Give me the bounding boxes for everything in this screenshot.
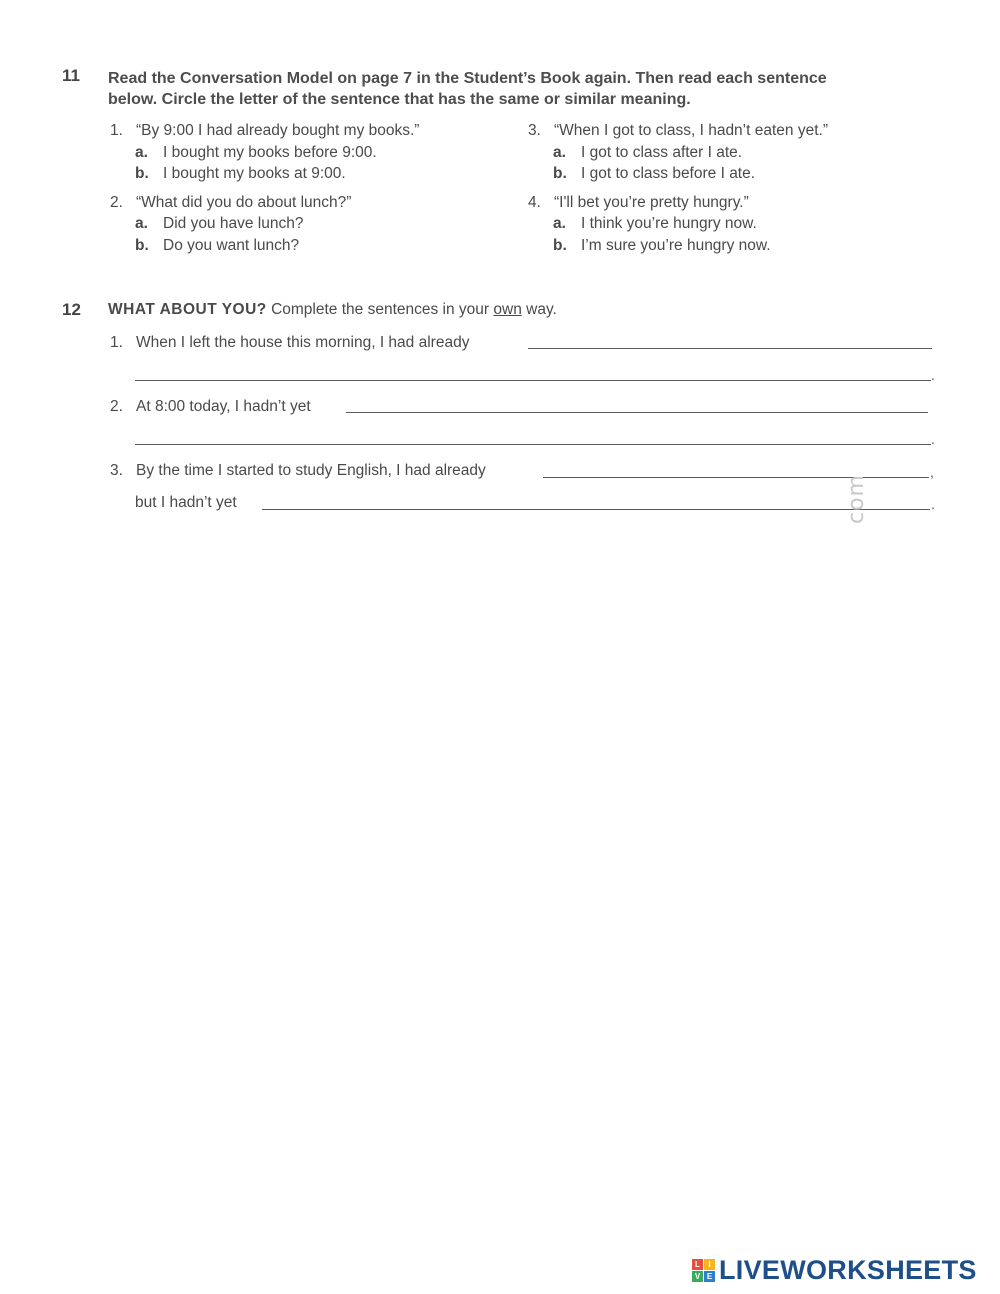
option-3a[interactable]	[553, 144, 742, 162]
question-number: 1.	[110, 122, 123, 139]
prompt-2	[110, 398, 311, 416]
end-period: .	[931, 431, 935, 447]
prompt-1	[110, 334, 469, 352]
logo-grid-cell: I	[704, 1259, 715, 1270]
option-1b[interactable]	[135, 165, 346, 183]
question-2	[110, 194, 351, 212]
option-2a[interactable]	[135, 215, 303, 233]
option-2b[interactable]	[135, 237, 299, 255]
option-text: I’m sure you’re hungry now.	[581, 237, 771, 254]
logo-grid-cell: L	[692, 1259, 703, 1270]
option-letter[interactable]: b.	[135, 165, 149, 182]
prompt-text: At 8:00 today, I hadn’t yet	[136, 398, 311, 415]
answer-blank[interactable]	[135, 380, 931, 381]
option-letter[interactable]: b.	[553, 165, 567, 182]
heading-bold: WHAT ABOUT YOU?	[108, 301, 267, 318]
answer-blank[interactable]	[346, 412, 928, 413]
option-letter[interactable]: a.	[135, 215, 148, 232]
option-4b[interactable]	[553, 237, 771, 255]
option-text: Do you want lunch?	[163, 237, 300, 254]
option-1a[interactable]	[135, 144, 377, 162]
prompt-text: When I left the house this morning, I had already	[136, 334, 470, 351]
option-4a[interactable]	[553, 215, 757, 233]
question-number: 2.	[110, 194, 123, 211]
option-letter[interactable]: a.	[135, 144, 148, 161]
question-quote: “By 9:00 I had already bought my books.”	[136, 122, 420, 139]
heading-text-end: way.	[526, 301, 557, 318]
logo-grid-icon	[692, 1259, 715, 1282]
exercise-heading	[108, 301, 557, 319]
option-text: I got to class before I ate.	[581, 165, 756, 182]
option-text: I bought my books before 9:00.	[163, 144, 377, 161]
end-period: .	[931, 367, 935, 383]
instruction-line-1: Read the Conversation Model on page 7 in the Student’s Book again. Then read each sentence	[108, 70, 827, 87]
prompt-text: By the time I started to study English, I had already	[136, 462, 486, 479]
exercise-number: 11	[62, 66, 80, 85]
option-letter[interactable]: a.	[553, 144, 566, 161]
heading-underlined: own	[493, 301, 522, 318]
prompt-3	[110, 462, 486, 480]
answer-blank[interactable]	[135, 444, 931, 445]
watermark-text: com	[844, 474, 869, 524]
option-letter[interactable]: b.	[135, 237, 149, 254]
end-comma: ,	[930, 464, 934, 480]
option-text: I got to class after I ate.	[581, 144, 743, 161]
prompt-number: 2.	[110, 398, 123, 415]
question-quote: “What did you do about lunch?”	[136, 194, 352, 211]
question-4	[528, 194, 749, 212]
option-text: I think you’re hungry now.	[581, 215, 757, 232]
option-text: I bought my books at 9:00.	[163, 165, 346, 182]
answer-blank[interactable]	[262, 509, 930, 510]
option-letter[interactable]: a.	[553, 215, 566, 232]
question-number: 4.	[528, 194, 541, 211]
instruction-line-2: below. Circle the letter of the sentence that has the same or similar meaning.	[108, 91, 691, 108]
question-quote: “I'll bet you’re pretty hungry.”	[554, 194, 749, 211]
prompt-number: 1.	[110, 334, 123, 351]
option-text: Did you have lunch?	[163, 215, 304, 232]
question-3	[528, 122, 828, 140]
end-period: .	[931, 496, 935, 512]
prompt-3-continued: but I hadn’t yet	[135, 494, 237, 511]
exercise-number: 12	[62, 300, 81, 319]
logo-text: LIVEWORKSHEETS	[719, 1254, 977, 1285]
question-1	[110, 122, 419, 140]
question-number: 3.	[528, 122, 541, 139]
option-letter[interactable]: b.	[553, 237, 567, 254]
heading-text: Complete the sentences in your	[271, 301, 490, 318]
question-quote: “When I got to class, I hadn’t eaten yet.”	[554, 122, 828, 139]
logo-grid-cell: V	[692, 1271, 703, 1282]
option-3b[interactable]	[553, 165, 755, 183]
prompt-number: 3.	[110, 462, 123, 479]
answer-blank[interactable]	[528, 348, 932, 349]
liveworksheets-logo[interactable]	[692, 1252, 977, 1288]
logo-grid-cell: E	[704, 1271, 715, 1282]
